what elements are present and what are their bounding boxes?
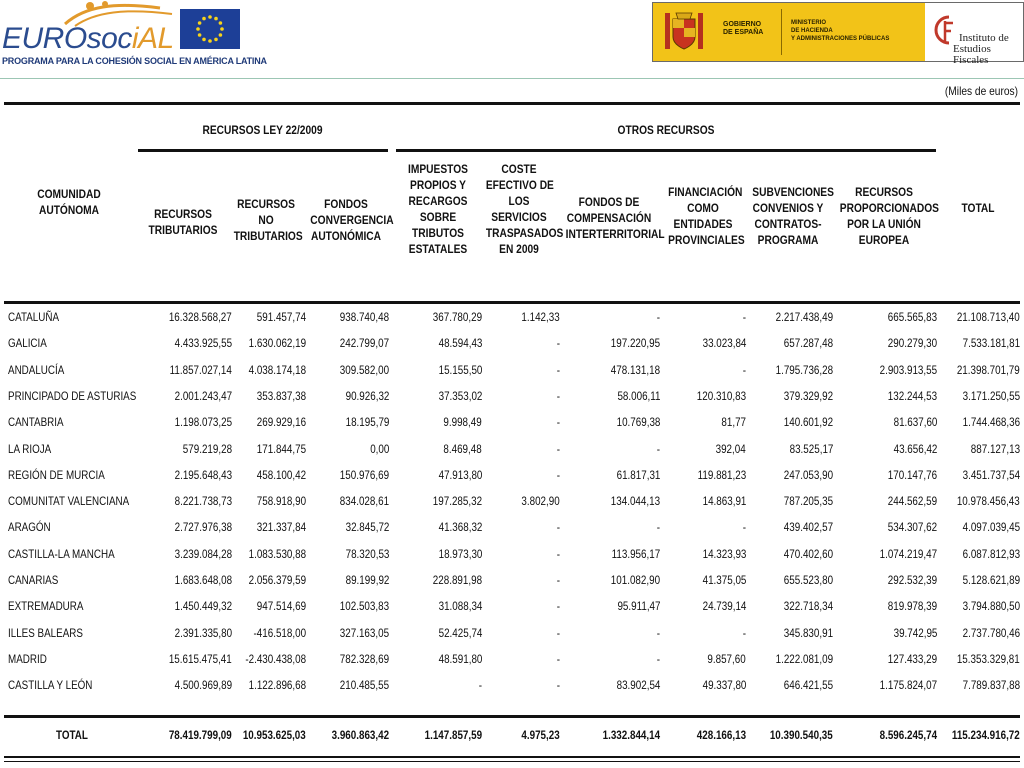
group-header-otros: OTROS RECURSOS bbox=[617, 123, 715, 137]
cell-recursos-ue: 534.307,62 bbox=[887, 520, 937, 535]
col-header-coste-efectivo: COSTE EFECTIVO DE LOS SERVICIOS TRASPASADOS EN 2009 bbox=[485, 162, 564, 256]
cell-impuestos-propios: 52.425,74 bbox=[438, 625, 482, 640]
cell-fondos-compensacion: 113.956,17 bbox=[611, 546, 660, 561]
cell-coste-efectivo: - bbox=[556, 625, 560, 640]
cell-recursos-ue: 8.596.245,74 bbox=[879, 728, 937, 742]
cell-fondos-compensacion: 1.332.844,14 bbox=[602, 728, 660, 742]
cell-fondos-convergencia: 150.976,69 bbox=[339, 467, 389, 482]
logo-divider bbox=[781, 9, 782, 55]
cell-recursos-ue: 290.279,30 bbox=[887, 336, 937, 351]
table-row bbox=[4, 516, 1020, 542]
cell-recursos-tributarios: 8.221.738,73 bbox=[174, 494, 232, 509]
cell-coste-efectivo: - bbox=[556, 467, 560, 482]
cell-recursos-ue: 39.742,95 bbox=[893, 625, 937, 640]
cell-subvenciones: 787.205,35 bbox=[783, 494, 833, 509]
page-header bbox=[0, 0, 1024, 80]
table-row bbox=[4, 595, 1020, 621]
cell-coste-efectivo: - bbox=[556, 362, 560, 377]
table-row bbox=[4, 306, 1020, 332]
cell-fondos-compensacion: - bbox=[656, 625, 660, 640]
cell-subvenciones: 470.402,60 bbox=[783, 546, 833, 561]
table-row bbox=[4, 411, 1020, 437]
table-bottom-rule-2 bbox=[4, 761, 1020, 762]
cell-subvenciones: 379.329,92 bbox=[783, 388, 833, 403]
table-row bbox=[4, 332, 1020, 358]
cell-impuestos-propios: 18.973,30 bbox=[438, 546, 482, 561]
cell-financiacion-entidades: - bbox=[742, 520, 746, 535]
col-header-recursos-tributarios: RECURSOS TRIBUTARIOS bbox=[148, 207, 218, 237]
total-row bbox=[4, 724, 1020, 750]
cell-recursos-tributarios: 1.683.648,08 bbox=[174, 573, 232, 587]
units-label: (Miles de euros) bbox=[944, 84, 1018, 98]
cell-total: 887.127,13 bbox=[970, 441, 1020, 456]
cell-comunidad: LA RIOJA bbox=[8, 441, 52, 456]
cell-recursos-no-tributarios: 10.953.625,03 bbox=[243, 728, 306, 742]
table-row bbox=[4, 385, 1020, 411]
cell-subvenciones: 646.421,55 bbox=[783, 678, 833, 693]
table-row bbox=[4, 464, 1020, 490]
cell-recursos-tributarios: 579.219,28 bbox=[182, 441, 232, 456]
cell-recursos-tributarios: 4.500.969,89 bbox=[174, 678, 232, 693]
cell-coste-efectivo: 4.975,23 bbox=[521, 728, 560, 742]
cell-fondos-convergencia: 210.485,55 bbox=[339, 678, 389, 693]
cell-recursos-no-tributarios: 947.514,69 bbox=[256, 599, 306, 614]
cell-financiacion-entidades: - bbox=[742, 310, 746, 324]
cell-fondos-compensacion: - bbox=[656, 651, 660, 666]
cell-fondos-convergencia: 834.028,61 bbox=[339, 494, 389, 509]
cell-comunidad: CANTABRIA bbox=[8, 415, 64, 430]
cell-recursos-no-tributarios: 1.122.896,68 bbox=[248, 678, 306, 693]
col-header-impuestos-propios: IMPUESTOS PROPIOS Y RECARGOS SOBRE TRIBUTOS ESTATALES bbox=[408, 162, 468, 256]
col-header-total: TOTAL bbox=[961, 201, 995, 215]
cell-comunidad: REGIÓN DE MURCIA bbox=[8, 467, 105, 482]
cell-recursos-no-tributarios: -416.518,00 bbox=[253, 625, 306, 640]
cell-impuestos-propios: 37.353,02 bbox=[438, 388, 482, 403]
cell-financiacion-entidades: 24.739,14 bbox=[702, 599, 746, 614]
cell-total: 1.744.468,36 bbox=[962, 415, 1020, 430]
cell-subvenciones: 322.718,34 bbox=[783, 599, 833, 614]
cell-total: 15.353.329,81 bbox=[957, 651, 1020, 666]
cell-recursos-no-tributarios: 171.844,75 bbox=[256, 441, 306, 456]
cell-financiacion-entidades: - bbox=[742, 625, 746, 640]
cell-recursos-tributarios: 16.328.568,27 bbox=[169, 310, 232, 324]
cell-comunidad: ARAGÓN bbox=[8, 520, 51, 535]
cell-total: 2.737.780,46 bbox=[962, 625, 1020, 640]
cell-recursos-ue: 170.147,76 bbox=[887, 467, 937, 482]
cell-fondos-convergencia: 327.163,05 bbox=[339, 625, 389, 640]
cell-impuestos-propios: 48.594,43 bbox=[438, 336, 482, 351]
cell-fondos-convergencia: 782.328,69 bbox=[339, 651, 389, 666]
cell-subvenciones: 1.795.736,28 bbox=[775, 362, 833, 377]
cell-fondos-convergencia: 89.199,92 bbox=[345, 573, 389, 587]
cell-total: 6.087.812,93 bbox=[962, 546, 1020, 561]
group-header-ley: RECURSOS LEY 22/2009 bbox=[202, 123, 323, 137]
col-header-fondos-compensacion: FONDOS DE COMPENSACIÓN INTERTERRITORIAL bbox=[565, 195, 665, 241]
cell-recursos-tributarios: 2.195.648,43 bbox=[174, 467, 232, 482]
cell-comunidad: ILLES BALEARS bbox=[8, 625, 83, 640]
cell-recursos-ue: 1.074.219,47 bbox=[879, 546, 937, 561]
table-bottom-rule bbox=[4, 756, 1020, 758]
cell-impuestos-propios: 15.155,50 bbox=[438, 362, 482, 377]
cell-subvenciones: 247.053,90 bbox=[783, 467, 833, 482]
cell-coste-efectivo: - bbox=[556, 441, 560, 456]
table-row bbox=[4, 648, 1020, 674]
cell-impuestos-propios: 367.780,29 bbox=[432, 310, 482, 324]
cell-fondos-compensacion: 134.044,13 bbox=[610, 494, 660, 509]
cell-coste-efectivo: - bbox=[556, 678, 560, 693]
cell-recursos-no-tributarios: 321.337,84 bbox=[256, 520, 306, 535]
cell-financiacion-entidades: 41.375,05 bbox=[702, 573, 746, 587]
cell-recursos-tributarios: 78.419.799,09 bbox=[169, 728, 232, 742]
cell-fondos-compensacion: - bbox=[656, 520, 660, 535]
cell-recursos-no-tributarios: 458.100,42 bbox=[256, 467, 306, 482]
cell-comunidad: TOTAL bbox=[56, 728, 88, 742]
cell-impuestos-propios: 31.088,34 bbox=[438, 599, 482, 614]
cell-subvenciones: 345.830,91 bbox=[783, 625, 833, 640]
table-row bbox=[4, 569, 1020, 595]
cell-recursos-no-tributarios: 591.457,74 bbox=[256, 310, 306, 324]
cell-recursos-tributarios: 1.450.449,32 bbox=[174, 599, 232, 614]
cell-financiacion-entidades: 14.323,93 bbox=[702, 546, 746, 561]
cell-recursos-ue: 2.903.913,55 bbox=[879, 362, 937, 377]
cell-subvenciones: 657.287,48 bbox=[783, 336, 833, 351]
gobierno-espana-text: GOBIERNO DE ESPAÑA bbox=[723, 21, 764, 36]
cell-recursos-no-tributarios: 1.083.530,88 bbox=[248, 546, 306, 561]
cell-coste-efectivo: 1.142,33 bbox=[521, 310, 560, 324]
cell-recursos-ue: 127.433,29 bbox=[887, 651, 937, 666]
cell-fondos-convergencia: 3.960.863,42 bbox=[331, 728, 389, 742]
cell-recursos-tributarios: 2.391.335,80 bbox=[174, 625, 232, 640]
cell-total: 3.794.880,50 bbox=[962, 599, 1020, 614]
cell-financiacion-entidades: 49.337,80 bbox=[702, 678, 746, 693]
cell-total: 7.533.181,81 bbox=[962, 336, 1020, 351]
col-header-financiacion-entidades: FINANCIACIÓN COMO ENTIDADES PROVINCIALES bbox=[668, 185, 745, 247]
cell-subvenciones: 1.222.081,09 bbox=[775, 651, 833, 666]
cell-fondos-convergencia: 242.799,07 bbox=[339, 336, 389, 351]
cell-comunidad: ANDALUCÍA bbox=[8, 362, 65, 377]
cell-recursos-ue: 132.244,53 bbox=[887, 388, 937, 403]
cell-total: 4.097.039,45 bbox=[962, 520, 1020, 535]
cell-subvenciones: 655.523,80 bbox=[783, 573, 833, 587]
cell-subvenciones: 140.601,92 bbox=[783, 415, 833, 430]
table-row bbox=[4, 359, 1020, 385]
cell-fondos-convergencia: 102.503,83 bbox=[339, 599, 389, 614]
cell-recursos-ue: 81.637,60 bbox=[893, 415, 937, 430]
col-header-recursos-no-tributarios: RECURSOS NO TRIBUTARIOS bbox=[233, 197, 303, 243]
group-line-ley bbox=[138, 149, 388, 152]
government-logos bbox=[652, 2, 1024, 66]
cell-recursos-no-tributarios: 2.056.379,59 bbox=[248, 573, 306, 587]
cell-coste-efectivo: - bbox=[556, 520, 560, 535]
cell-comunidad: CATALUÑA bbox=[8, 310, 60, 324]
cell-recursos-ue: 665.565,83 bbox=[887, 310, 937, 324]
col-header-comunidad: COMUNIDAD AUTÓNOMA bbox=[37, 187, 101, 217]
header-bottom-rule bbox=[4, 301, 1020, 304]
group-line-otros bbox=[396, 149, 936, 152]
cell-coste-efectivo: - bbox=[556, 651, 560, 666]
cell-impuestos-propios: 228.891,98 bbox=[432, 573, 482, 587]
ministerio-text: MINISTERIO DE HACIENDA Y ADMINISTRACIONES PÚBLICAS bbox=[791, 20, 890, 42]
cell-fondos-compensacion: 58.006,11 bbox=[616, 388, 660, 403]
cell-total: 115.234.916,72 bbox=[952, 728, 1020, 742]
cell-subvenciones: 439.402,57 bbox=[783, 520, 833, 535]
cell-recursos-tributarios: 3.239.084,28 bbox=[174, 546, 232, 561]
cell-subvenciones: 83.525,17 bbox=[789, 441, 833, 456]
cell-total: 7.789.837,88 bbox=[962, 678, 1020, 693]
cell-comunidad: GALICIA bbox=[8, 336, 47, 351]
cell-coste-efectivo: - bbox=[556, 546, 560, 561]
eurosocial-logo bbox=[0, 0, 267, 70]
cell-comunidad: PRINCIPADO DE ASTURIAS bbox=[8, 388, 137, 403]
col-header-recursos-ue: RECURSOS PROPORCIONADOS POR LA UNIÓN EUROPEA bbox=[839, 185, 939, 247]
cell-recursos-ue: 244.562,59 bbox=[887, 494, 937, 509]
gobierno-espana-logo bbox=[653, 3, 925, 61]
cell-recursos-no-tributarios: 4.038.174,18 bbox=[248, 362, 306, 377]
cell-impuestos-propios: 47.913,80 bbox=[438, 467, 482, 482]
cell-fondos-convergencia: 0,00 bbox=[369, 441, 389, 456]
cell-impuestos-propios: 1.147.857,59 bbox=[424, 728, 482, 742]
cell-comunidad: MADRID bbox=[8, 651, 47, 666]
cell-financiacion-entidades: 81,77 bbox=[721, 415, 746, 430]
cell-fondos-compensacion: 101.082,90 bbox=[610, 573, 660, 587]
cell-coste-efectivo: - bbox=[556, 415, 560, 430]
eurosocial-wordmark: EUROsociAL bbox=[2, 22, 174, 55]
cell-total: 3.171.250,55 bbox=[962, 388, 1020, 403]
cell-impuestos-propios: 48.591,80 bbox=[438, 651, 482, 666]
eu-flag-icon bbox=[180, 9, 240, 49]
cell-total: 21.108.713,40 bbox=[957, 310, 1020, 324]
col-header-subvenciones: SUBVENCIONES CONVENIOS Y CONTRATOS- PROGRAMA bbox=[752, 185, 834, 247]
cell-impuestos-propios: 8.469,48 bbox=[443, 441, 482, 456]
cell-coste-efectivo: - bbox=[556, 599, 560, 614]
table-row bbox=[4, 438, 1020, 464]
cell-financiacion-entidades: 9.857,60 bbox=[707, 651, 746, 666]
cell-fondos-compensacion: 197.220,95 bbox=[610, 336, 660, 351]
cell-financiacion-entidades: 120.310,83 bbox=[696, 388, 746, 403]
cell-recursos-ue: 43.656,42 bbox=[893, 441, 937, 456]
cell-fondos-compensacion: 95.911,47 bbox=[616, 599, 660, 614]
cell-comunidad: CANARIAS bbox=[8, 573, 59, 587]
cell-financiacion-entidades: 392,04 bbox=[715, 441, 746, 456]
cell-comunidad: COMUNITAT VALENCIANA bbox=[8, 494, 130, 509]
cell-subvenciones: 2.217.438,49 bbox=[775, 310, 833, 324]
cell-fondos-convergencia: 309.582,00 bbox=[339, 362, 389, 377]
cell-recursos-tributarios: 2.727.976,38 bbox=[174, 520, 232, 535]
cell-recursos-no-tributarios: 1.630.062,19 bbox=[248, 336, 306, 351]
cell-coste-efectivo: - bbox=[556, 573, 560, 587]
cell-fondos-compensacion: - bbox=[656, 441, 660, 456]
cell-recursos-ue: 819.978,39 bbox=[887, 599, 937, 614]
table-row bbox=[4, 622, 1020, 648]
cell-financiacion-entidades: - bbox=[742, 362, 746, 377]
cell-total: 5.128.621,89 bbox=[962, 573, 1020, 587]
cell-impuestos-propios: 9.998,49 bbox=[443, 415, 482, 430]
cell-fondos-convergencia: 78.320,53 bbox=[345, 546, 389, 561]
cell-fondos-compensacion: 10.769,38 bbox=[616, 415, 660, 430]
cell-recursos-tributarios: 4.433.925,55 bbox=[174, 336, 232, 351]
cell-financiacion-entidades: 428.166,13 bbox=[696, 728, 746, 742]
cell-comunidad: CASTILLA Y LEÓN bbox=[8, 678, 93, 693]
cell-total: 10.978.456,43 bbox=[957, 494, 1020, 509]
cell-fondos-convergencia: 938.740,48 bbox=[339, 310, 389, 324]
cell-recursos-no-tributarios: 353.837,38 bbox=[256, 388, 306, 403]
spain-coat-of-arms-icon bbox=[661, 9, 707, 55]
cell-coste-efectivo: - bbox=[556, 336, 560, 351]
header-divider bbox=[0, 78, 1024, 79]
cell-financiacion-entidades: 14.863,91 bbox=[702, 494, 746, 509]
total-top-rule bbox=[4, 715, 1020, 718]
cell-total: 3.451.737,54 bbox=[962, 467, 1020, 482]
cell-impuestos-propios: - bbox=[478, 678, 482, 693]
table-top-rule bbox=[4, 102, 1020, 105]
cell-subvenciones: 10.390.540,35 bbox=[770, 728, 833, 742]
table-row bbox=[4, 543, 1020, 569]
cell-financiacion-entidades: 119.881,23 bbox=[697, 467, 746, 482]
cell-total: 21.398.701,79 bbox=[957, 362, 1020, 377]
cell-recursos-tributarios: 11.857.027,14 bbox=[169, 362, 232, 377]
cell-recursos-no-tributarios: -2.430.438,08 bbox=[245, 651, 306, 666]
col-header-fondos-convergencia: FONDOS CONVERGENCIA AUTONÓMICA bbox=[310, 197, 394, 243]
cell-recursos-ue: 292.532,39 bbox=[887, 573, 937, 587]
cell-fondos-compensacion: 61.817,31 bbox=[616, 467, 660, 482]
cell-recursos-tributarios: 1.198.073,25 bbox=[174, 415, 232, 430]
cell-coste-efectivo: 3.802,90 bbox=[521, 494, 560, 509]
cell-coste-efectivo: - bbox=[556, 388, 560, 403]
cell-recursos-ue: 1.175.824,07 bbox=[879, 678, 937, 693]
cell-recursos-no-tributarios: 758.918,90 bbox=[256, 494, 306, 509]
cell-fondos-convergencia: 90.926,32 bbox=[345, 388, 389, 403]
cell-fondos-convergencia: 32.845,72 bbox=[345, 520, 389, 535]
table-row bbox=[4, 490, 1020, 516]
cell-recursos-tributarios: 15.615.475,41 bbox=[169, 651, 232, 666]
cell-comunidad: EXTREMADURA bbox=[8, 599, 84, 614]
table-row bbox=[4, 674, 1020, 700]
cell-recursos-no-tributarios: 269.929,16 bbox=[256, 415, 306, 430]
cell-fondos-compensacion: 83.902,54 bbox=[616, 678, 660, 693]
cell-fondos-convergencia: 18.195,79 bbox=[345, 415, 389, 430]
cell-recursos-tributarios: 2.001.243,47 bbox=[174, 388, 232, 403]
eurosocial-tagline: PROGRAMA PARA LA COHESIÓN SOCIAL EN AMÉRICA LATINA bbox=[2, 56, 267, 66]
cell-comunidad: CASTILLA-LA MANCHA bbox=[8, 546, 115, 561]
cell-impuestos-propios: 41.368,32 bbox=[438, 520, 482, 535]
ief-text: Instituto de Estudios Fiscales bbox=[953, 32, 1009, 66]
cell-impuestos-propios: 197.285,32 bbox=[432, 494, 482, 509]
cell-fondos-compensacion: 478.131,18 bbox=[610, 362, 660, 377]
cell-financiacion-entidades: 33.023,84 bbox=[702, 336, 746, 351]
cell-fondos-compensacion: - bbox=[656, 310, 660, 324]
